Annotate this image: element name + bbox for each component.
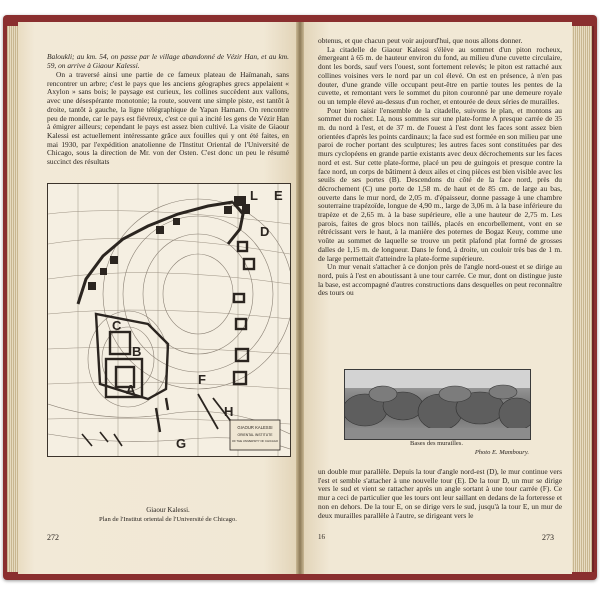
map-letter-g: G — [176, 436, 187, 451]
wall-photo-stones — [345, 370, 530, 439]
map-letter-l: L — [250, 188, 258, 203]
photo-caption: Bases des murailles. — [410, 440, 463, 447]
map-letter-h: H — [224, 404, 234, 419]
right-page-number: 273 — [542, 533, 554, 542]
site-plan-drawing — [48, 184, 290, 456]
left-page-number: 272 — [47, 533, 59, 542]
map-letter-a: A — [126, 382, 136, 397]
right-page-edges — [572, 26, 594, 572]
right-intro-line: obtenus, et que chacun peut voir aujourd'hui, que nous allons donner. — [318, 37, 523, 45]
inset-line-1: ORIENTAL INSTITUTE — [237, 433, 273, 437]
map-letter-c: C — [112, 318, 122, 333]
map-caption-subtitle: Plan de l'Institut oriental de l'Université de Chicago. — [99, 516, 237, 523]
right-text-bottom — [318, 468, 562, 520]
right-paragraph-2: Pour bien saisir l'ensemble de la citadelle, suivons le plan, et montons au sommet du rocher. Là, nous sommes sur une plate-forme A presque carrée de 35 m. du nord à l'est, et de 37 m. de l'ouest à l'est dont les faces sont assez bien orientées d'après les points cardinaux; la face sud est formée en son milieu par une paroi de rocher portant des sculptures; les autres faces sont constituées par des murs cyclopéens en grande partie existants avec deux décrochements sur les faces nord et est. Sur cette plate-forme, placé un peu de guingois et presque contre la face nord, un corps de bâtiment à deux ailes et cinq pièces est bien visible avec les seuils de ses portes (B). Descendons du côté de la face nord, près du décrochement (C) une porte de 1,58 m. de haut et de 85 cm. de large au bas, ouverte dans le mur nord, de 2,05 m. d'épaisseur, donne passage à une chambre souterraine trapézoïde, longue de 4,90 m., large de 3,06 m. à la base inférieure du trapèze et de 2,65 m. à la base supérieure, elle a une hauteur de 2,75 m. Les parois, faites de gros blocs non taillés, placés en encorbellement, vont en se rétrécissant vers le haut, à la manière des poternes de Bogaz Keuy, comme une voûte au sommet de laquelle se trouve un petit plafond plat formé de grosses dalles de 1,15 m. de longueur. Dans le fond, à droite, un couloir très bas de 1 m. de large permettait d'atteindre la plate-forme supérieure. — [318, 105, 562, 263]
map-letter-f: F — [198, 372, 206, 387]
photo-credit: Photo E. Mamboury. — [474, 449, 529, 456]
right-text-block — [318, 37, 562, 298]
inset-title: GIAOUR KALESSI — [237, 425, 273, 430]
map-letter-d: D — [260, 224, 270, 239]
map-inset-legend — [230, 420, 280, 450]
inset-line-2: OF THE UNIVERSITY OF CHICAGO — [231, 439, 279, 443]
right-paragraph-1: La citadelle de Giaour Kalessi s'élève au sommet d'un piton rocheux, émergeant à 65 m. de hauteur environ du fond, au milieu d'une cuvette circulaire, dont les bords, sauf vers l'ouest, sont fortement relevés; le piton est rattaché aux collines voisines vers le nord par un col élevé. On est en présence, à n'en pas douter, d'une grande ville occupant peut-être en partie toutes les pentes de la cuvette, et remontant vers le sommet du piton couronné par une demeure royale ou un temple élevé au-dessus d'un rocher, et entourée de deux séries de murailles. — [318, 44, 562, 106]
site-plan-map — [47, 183, 291, 457]
map-letter-e: E — [274, 188, 283, 203]
map-caption-title: Giaour Kalessi. — [146, 506, 190, 514]
left-paragraph — [47, 71, 289, 167]
left-page-edges — [7, 26, 18, 572]
right-paragraph-3: Un mur venait s'attacher à ce donjon près de l'angle nord-ouest et se dirige au nord, puis à l'est en aboutissant à une tour carrée. Ce mur, dont on distingue juste la base, est accompagné d'autres constructions dans desquelles on peut reconnaître des tours ou — [318, 262, 562, 298]
left-intro-line: Baloukli; au km. 54, on passe par le village abandonné de Vézir Han, et au km. 59, on arrive à Giaour Kalessi. — [47, 52, 289, 70]
wall-photo — [344, 369, 531, 440]
signature-mark: 16 — [318, 533, 325, 541]
book-gutter — [296, 22, 304, 574]
map-letter-b: B — [132, 344, 142, 359]
right-paragraph-4: un double mur parallèle. Depuis la tour d'angle nord-est (D), le mur continue vers l'est et semble s'attacher à une nouvelle tour (E). De la tour D, un mur se dirige vers le sud et vient se rattacher après un angle sortant à une tour carrée (F). Ce mur a ceci de particulier que les tours ont leur saillant en dedans de la forteresse et non en dehors. De la tour E, on se dirige vers le sud, jusqu'à la tour E, un mur de deux murailles parallèle à l'autre, se dirigeant vers le — [318, 468, 562, 520]
left-paragraph-text: On a traversé ainsi une partie de ce fameux plateau de Haïmanah, sans rencontrer un arbre; c'est le pays que les anciens géographes grecs appelaient « Axylon » sans bois; le paysage est curieux, les collines succèdent aux vallons, avec une désespérante monotonie; la route, souvent une simple piste, est tantôt à droite, tantôt à gauche, la ligne télégraphique de Yapan Hamam. On rencontre peu de monde, car le pays est fiévreux, c'est ce qui a incité les gens de Vézir Han à émigrer ailleurs; cependant le pays est assez bien cultivé. La visite de Giaour Kalessi est actuellement intéressante grâce aux fouilles qui y ont été faites, en mai 1930, par l'expédition anatolienne de l'Institut Oriental de l'Université de Chicago, sous la direction de Mr. von der Osten. C'est donc un peu le résumé succinct des résultats — [47, 71, 289, 167]
